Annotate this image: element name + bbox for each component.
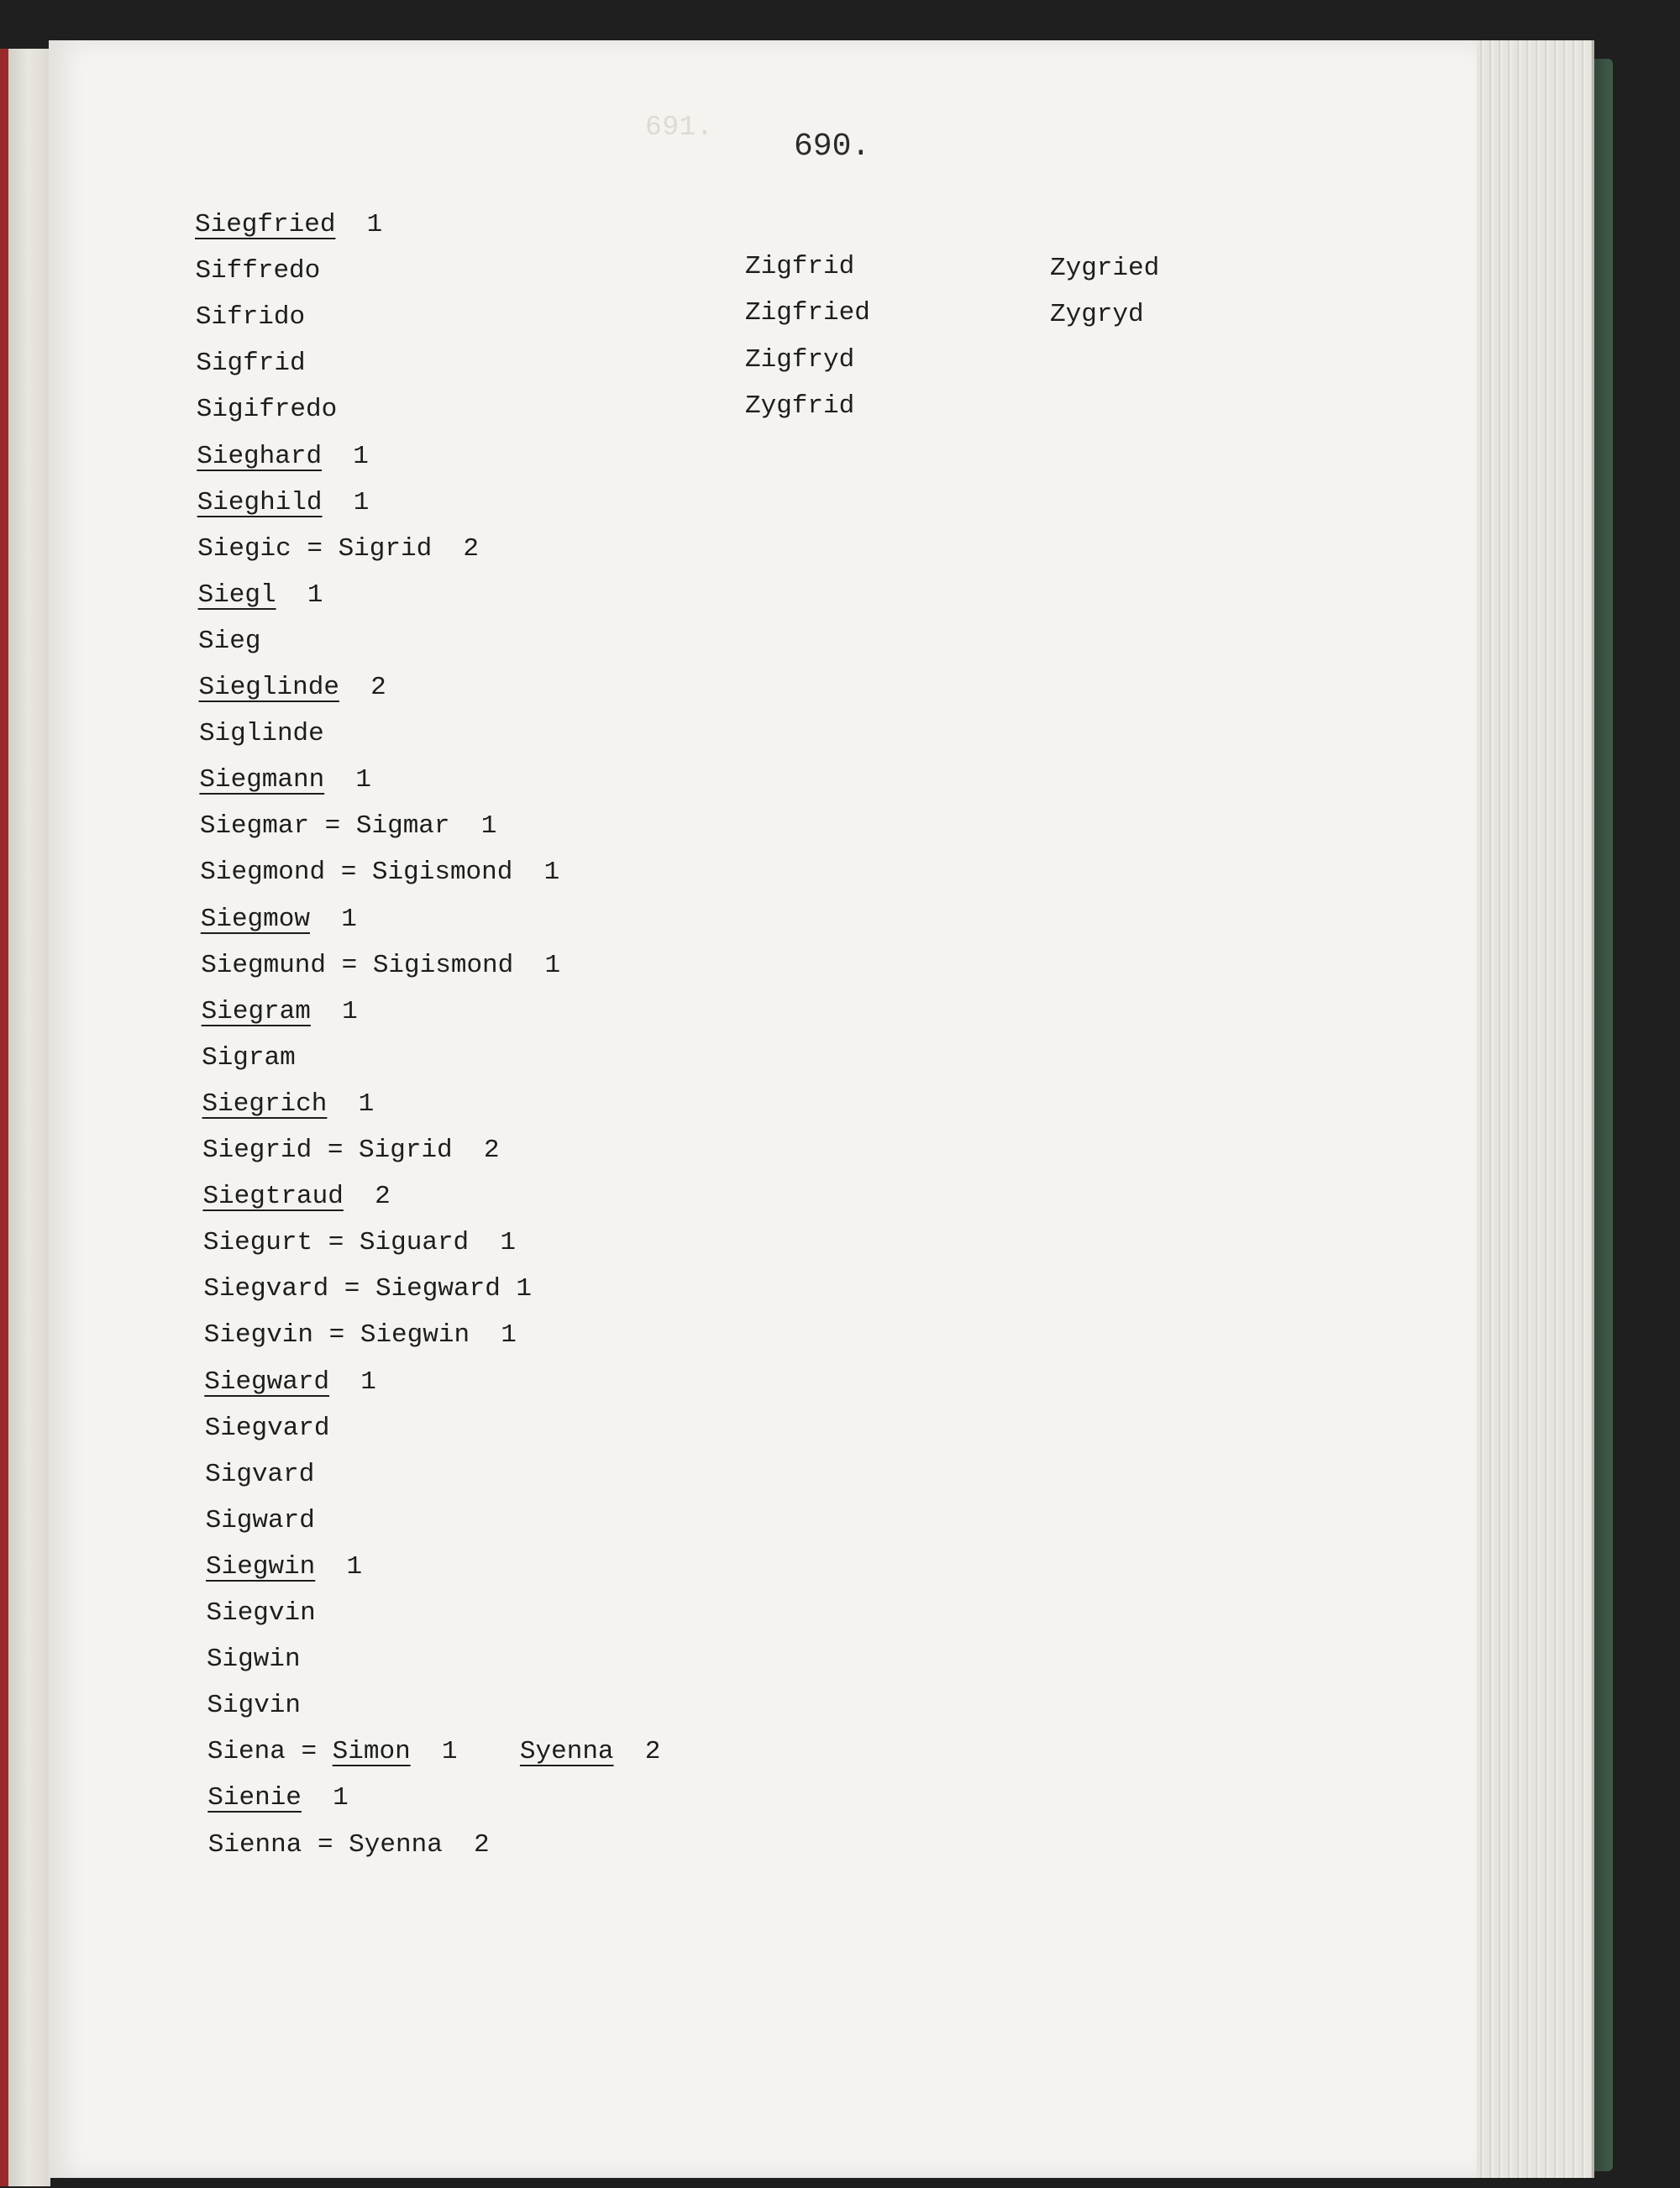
index-entry (202, 1088, 375, 1121)
entry-name: Sigvard (205, 1459, 315, 1489)
entry-detail: 1 (322, 441, 369, 471)
entry-detail: 2 (339, 673, 386, 702)
index-entry (206, 1504, 315, 1538)
entry-name: Sigwin (206, 1645, 301, 1675)
entry-name: Siegfried (195, 210, 336, 239)
entry-name: Sieghild (197, 487, 323, 517)
entry-detail: 1 (410, 1737, 458, 1767)
index-entry (197, 440, 369, 474)
entry-detail: 1 (301, 1783, 349, 1813)
entry-name: Sigifredo (196, 395, 338, 425)
left-page-edge (0, 49, 8, 2186)
index-entry (203, 1272, 532, 1306)
entry-detail: 1 (310, 996, 358, 1026)
entry-name: Siegtraud (202, 1182, 344, 1212)
entry-extra-detail: 2 (613, 1737, 661, 1767)
entry-name: Sigfrid (196, 349, 306, 379)
index-entry (203, 1226, 516, 1260)
variant-name: Zigfried (745, 298, 870, 328)
entry-detail: 1 (276, 580, 323, 610)
index-entry (202, 1042, 296, 1075)
index-entry (202, 1134, 499, 1167)
entry-name: Sigward (205, 1505, 315, 1535)
entry-detail: 1 (322, 487, 370, 517)
entry-detail: = Siegward 1 (328, 1274, 533, 1304)
entry-extra-reference: Syenna (519, 1737, 614, 1767)
entry-detail: = Syenna 2 (302, 1829, 490, 1860)
page-number: 690. (794, 129, 871, 165)
index-entry (195, 208, 382, 242)
entry-name: Siena = (207, 1737, 333, 1767)
entry-detail: 2 (343, 1182, 391, 1212)
entry-name: Siegrich (202, 1089, 328, 1119)
entry-name: Sieghard (197, 441, 323, 471)
entry-name: Sifrido (195, 302, 306, 333)
index-entry (196, 347, 305, 380)
entry-name: Sigvin (207, 1691, 302, 1721)
entry-name: Sienna (207, 1829, 302, 1860)
index-entry (207, 1735, 661, 1769)
bleed-page-number: 691. (645, 112, 714, 143)
entry-name: Sienie (207, 1783, 302, 1813)
entry-name: Siegwin (206, 1551, 316, 1582)
index-entry (199, 717, 324, 751)
entry-detail: = Sigrid 2 (291, 533, 480, 564)
variant-name: Zygried (1050, 254, 1160, 283)
index-entry (196, 301, 305, 334)
index-entry (198, 579, 323, 612)
entry-name: Sigram (202, 1042, 296, 1073)
index-entry (202, 995, 358, 1029)
entry-name: Siegurt (202, 1228, 313, 1258)
entry-detail: 1 (327, 1089, 375, 1119)
index-entry (207, 1781, 348, 1815)
entry-name: Sieg (198, 626, 261, 656)
entry-detail: = Sigismond 1 (325, 858, 560, 888)
entry-name: Siegic (197, 533, 291, 564)
entry-name: Siegl (197, 580, 276, 610)
index-entry (199, 671, 386, 705)
index-entry (204, 1366, 376, 1399)
index-entry (202, 1180, 390, 1214)
spacer (458, 1737, 520, 1766)
index-entry (200, 810, 496, 843)
entry-detail: 1 (329, 1367, 376, 1397)
entry-detail: 1 (309, 904, 357, 934)
entry-name: Siegvin (203, 1320, 314, 1351)
entry-detail: = Sigismond 1 (326, 950, 561, 980)
entry-detail: = Sigmar 1 (309, 811, 497, 842)
index-entry (195, 254, 320, 288)
entry-reference: Simon (332, 1737, 411, 1767)
entry-name: Siegvard (203, 1274, 329, 1304)
variant-name: Zygryd (1050, 300, 1144, 330)
index-entry (201, 903, 357, 937)
entry-name: Sieglinde (198, 673, 339, 702)
index-entry (207, 1689, 301, 1723)
entry-detail: = Siguard 1 (312, 1228, 516, 1258)
entry-name: Siegward (204, 1367, 330, 1397)
index-entry (200, 856, 559, 889)
page-stack (1457, 40, 1594, 2178)
entry-name: Siegmond (200, 858, 326, 888)
index-entry (201, 949, 560, 983)
variant-name: Zigfryd (745, 344, 855, 375)
entry-detail: = Sigrid 2 (312, 1136, 500, 1165)
index-entry (197, 393, 337, 427)
index-entry (198, 625, 260, 658)
entry-name: Siegmund (201, 950, 327, 980)
index-entry (204, 1319, 517, 1352)
index-entry (197, 486, 370, 520)
index-entry (205, 1458, 314, 1492)
entry-name: Siegmow (200, 904, 310, 934)
index-entry (207, 1597, 316, 1630)
entry-name: Siegmann (199, 765, 325, 795)
variant-name: Zigfrid (745, 252, 855, 281)
index-entry (197, 533, 479, 566)
entry-name: Siegrid (202, 1136, 312, 1165)
entry-detail: 1 (335, 210, 383, 239)
index-entry (199, 763, 371, 797)
index-entry (207, 1643, 301, 1676)
entry-name: Siegvard (204, 1413, 330, 1443)
entry-name: Siffredo (195, 256, 321, 286)
entry-detail: 1 (315, 1551, 363, 1582)
entry-detail: = Siegwin 1 (313, 1320, 517, 1351)
entry-name: Siegvin (206, 1598, 316, 1628)
index-entry (205, 1412, 330, 1446)
entry-name: Siglinde (198, 719, 324, 749)
entry-detail: 1 (324, 765, 372, 795)
index-entry (208, 1829, 490, 1862)
entry-name: Siegram (201, 996, 311, 1026)
variant-name: Zygfrid (745, 391, 855, 421)
index-entry (206, 1550, 362, 1584)
entry-name: Siegmar (199, 811, 310, 842)
